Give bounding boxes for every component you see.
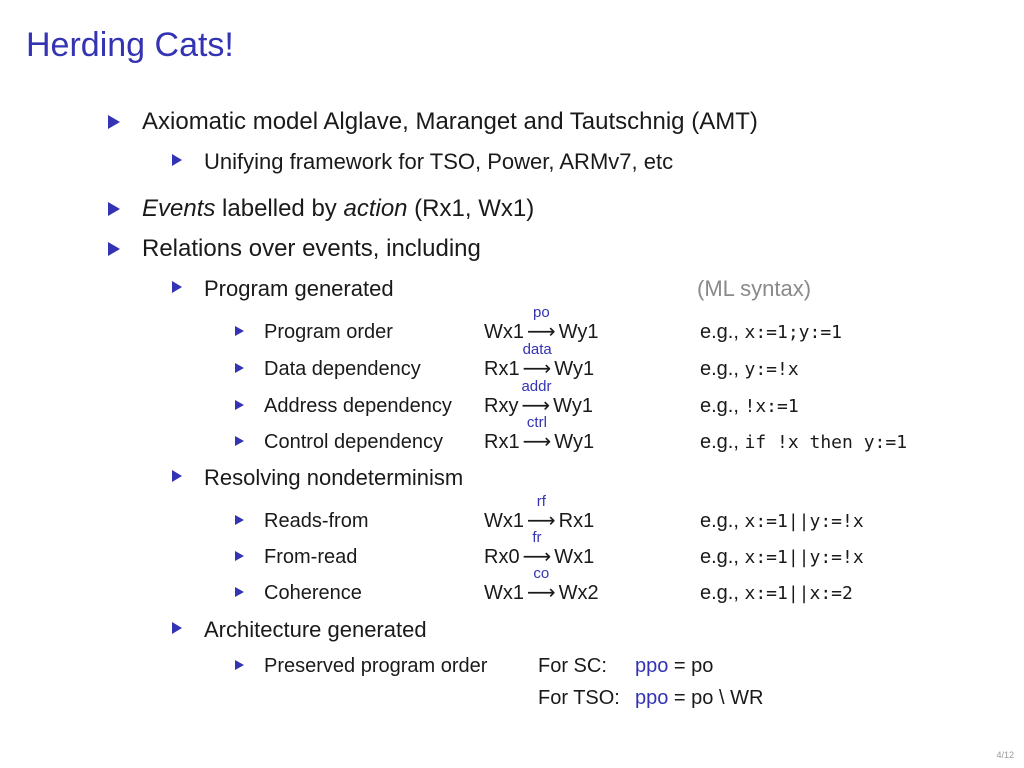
relation-label: ctrl [526,414,547,431]
relation-arrow [521,378,552,417]
example-code: x:=1||y:=!x [744,547,864,568]
ppo-name: Preserved program order [264,655,488,677]
example-code: x:=1||y:=!x [744,511,864,532]
bullet-icon [235,436,244,446]
example-code: if !x then y:=1 [744,432,908,453]
relation-arrow [522,341,552,380]
bullet-icon [172,154,182,166]
relation-example [700,396,799,416]
relation-to: Wx2 [558,582,599,604]
relation-label: po [532,304,550,321]
example-prefix: e.g., [700,546,745,568]
relation-name: Coherence [264,582,362,604]
relation-formula [484,378,593,417]
relation-formula [484,414,595,453]
ppo-sc-eq: = po [668,655,714,677]
relation-from: Wx1 [484,582,524,604]
relation-example [700,511,864,531]
bullet-icon [235,551,244,561]
events-word: Events [142,195,216,222]
relation-name: Reads-from [264,510,369,532]
ppo-sc-label: For SC: [538,655,607,677]
relation-name: Program order [264,321,393,343]
relation-to: Wx1 [554,546,595,568]
ppo-tso [538,688,763,708]
relation-from: Rx0 [484,546,520,568]
bullet-icon [172,622,182,634]
bullet-program-generated: Program generated [204,276,394,301]
relation-name: Address dependency [264,395,452,417]
ml-syntax-note: (ML syntax) [697,276,812,301]
relation-formula [484,565,599,604]
example-prefix: e.g., [700,321,745,343]
bullet-icon [108,115,120,129]
bullet-icon [235,587,244,597]
relation-arrow [522,529,552,568]
relation-example [700,547,864,567]
relation-name: From-read [264,546,358,568]
relation-example [700,432,907,452]
relation-arrow [527,493,556,532]
slide-title: Herding Cats! [26,26,234,64]
example-prefix: e.g., [700,358,745,380]
relation-from: Wx1 [484,321,524,343]
arrow-icon: ⟶ [522,546,552,568]
bullet-icon [235,400,244,410]
example-code: y:=!x [744,359,799,380]
bullet-icon [235,363,244,373]
relation-arrow [527,304,556,343]
bullet-events [142,197,534,221]
example-prefix: e.g., [700,582,745,604]
example-prefix: e.g., [700,431,745,453]
relation-from: Wx1 [484,510,524,532]
page-number: 4/12 [996,750,1014,760]
events-tail: (Rx1, Wx1) [407,195,535,222]
bullet-unifying: Unifying framework for TSO, Power, ARMv7, etc [204,149,674,174]
bullet-icon [172,281,182,293]
bullet-resolving: Resolving nondeterminism [204,465,464,490]
bullet-icon [235,326,244,336]
bullet-amt: Axiomatic model Alglave, Maranget and Tautschnig (AMT) [142,108,758,135]
relation-from: Rx1 [484,431,520,453]
relation-example [700,359,799,379]
relation-to: Wy1 [553,395,593,417]
relation-formula [484,304,599,343]
relation-formula [484,529,595,568]
relation-to: Wy1 [554,358,595,380]
relation-name: Data dependency [264,358,421,380]
relation-label: rf [536,493,546,510]
ppo-sc [538,656,713,676]
relation-example [700,322,842,342]
example-code: x:=1;y:=1 [744,322,843,343]
relation-name: Control dependency [264,431,444,453]
ppo-tso-label: For TSO: [538,687,620,709]
relation-to: Wy1 [558,321,599,343]
arrow-icon: ⟶ [527,582,556,604]
arrow-icon: ⟶ [522,431,552,453]
events-mid: labelled by [215,195,344,222]
ppo-tso-ppo: ppo [635,687,669,709]
relation-to: Rx1 [558,510,595,532]
relation-arrow [527,565,556,604]
bullet-architecture: Architecture generated [204,617,427,642]
ppo-sc-ppo: ppo [635,655,669,677]
example-prefix: e.g., [700,510,745,532]
action-word: action [343,195,408,222]
relation-to: Wy1 [554,431,595,453]
bullet-icon [108,202,120,216]
relation-arrow [522,414,552,453]
relation-label: co [533,565,550,582]
example-code: !x:=1 [744,396,799,417]
bullet-icon [108,242,120,256]
bullet-relations: Relations over events, including [142,235,481,262]
arrow-icon: ⟶ [521,395,551,417]
relation-from: Rxy [484,395,519,417]
relation-from: Rx1 [484,358,520,380]
relation-label: data [522,341,552,358]
arrow-icon: ⟶ [527,510,556,532]
arrow-icon: ⟶ [522,358,552,380]
example-code: x:=1||x:=2 [744,583,853,604]
relation-example [700,583,853,603]
relation-label: fr [532,529,542,546]
ppo-tso-eq: = po \ WR [668,687,764,709]
bullet-icon [235,515,244,525]
bullet-icon [235,660,244,670]
bullet-icon [172,470,182,482]
example-prefix: e.g., [700,395,745,417]
relation-formula [484,493,595,532]
arrow-icon: ⟶ [527,321,556,343]
relation-formula [484,341,595,380]
relation-label: addr [521,378,552,395]
